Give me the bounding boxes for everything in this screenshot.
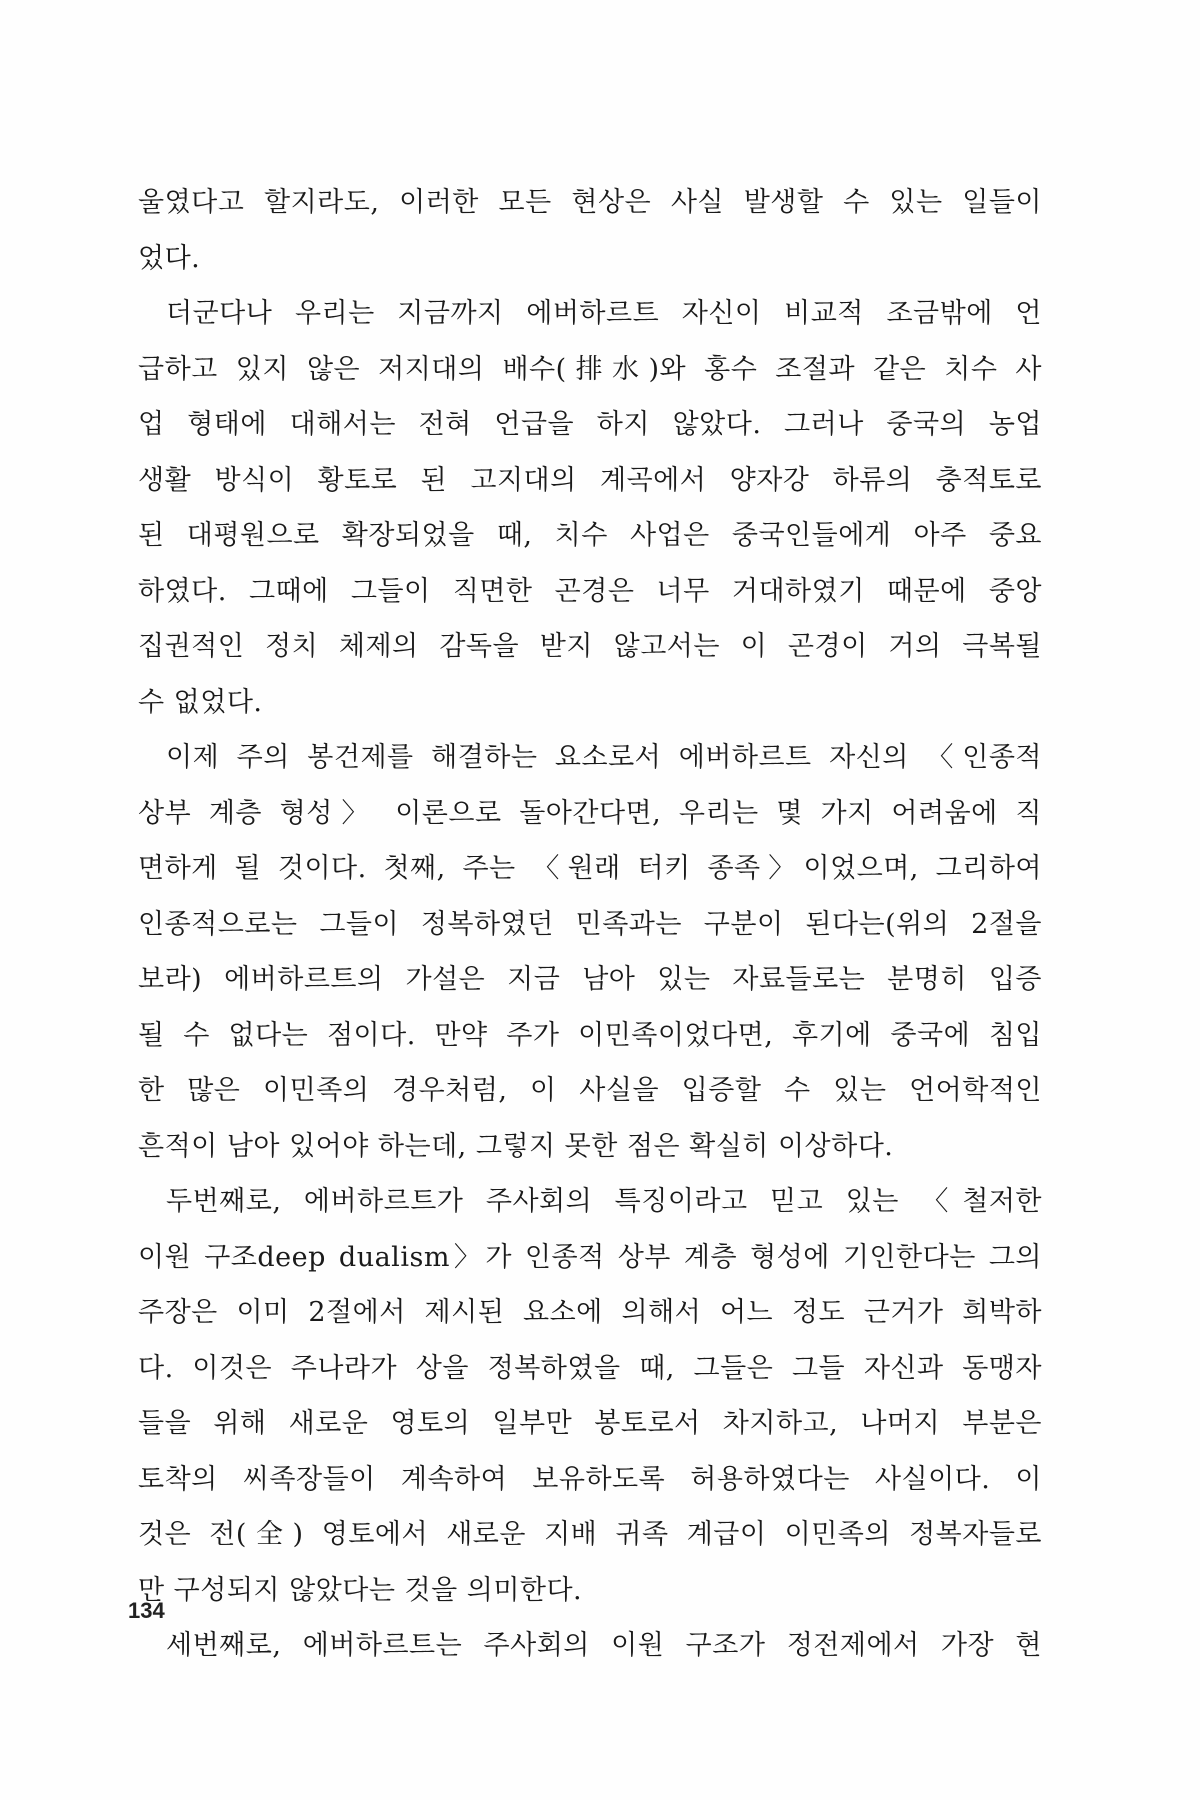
text-line: 것은 전(全) 영토에서 새로운 지배 귀족 계급이 이민족의 정복자들로 [138, 1519, 1042, 1550]
text-line: 될 수 없다는 점이다. 만약 주가 이민족이었다면, 후기에 중국에 침입 [138, 1019, 1042, 1051]
text-line: 울였다고 할지라도, 이러한 모든 현상은 사실 발생할 수 있는 일들이 [138, 187, 1042, 218]
text-line: 한 많은 이민족의 경우처럼, 이 사실을 입증할 수 있는 언어학적인 [138, 1075, 1042, 1106]
text-line: 면하게 될 것이다. 첫째, 주는 〈원래 터키 종족〉이었으며, 그리하여 [138, 853, 1042, 884]
text-line: 두번째로, 에버하르트가 주사회의 특징이라고 믿고 있는 〈철저한 [166, 1186, 1042, 1217]
text-line: 급하고 있지 않은 저지대의 배수(排水)와 홍수 조절과 같은 치수 사 [138, 353, 1042, 385]
text-line: 하였다. 그때에 그들이 직면한 곤경은 너무 거대하였기 때문에 중앙 [138, 575, 1042, 607]
text-line: 이제 주의 봉건제를 해결하는 요소로서 에버하르트 자신의 〈인종적 [166, 742, 1042, 773]
text-line: 주장은 이미 2절에서 제시된 요소에 의해서 어느 정도 근거가 희박하 [138, 1297, 1042, 1328]
text-line: 인종적으로는 그들이 정복하였던 민족과는 구분이 된다는(위의 2절을 [138, 908, 1042, 940]
text-line: 생활 방식이 황토로 된 고지대의 계곡에서 양자강 하류의 충적토로 [138, 464, 1042, 496]
text-line: 다. 이것은 주나라가 상을 정복하였을 때, 그들은 그들 자신과 동맹자 [138, 1352, 1042, 1384]
text-line: 토착의 씨족장들이 계속하여 보유하도록 허용하였다는 사실이다. 이 [138, 1463, 1042, 1495]
text-line: 었다. [138, 242, 201, 274]
text-line: 이원 구조deep dualism〉가 인종적 상부 계층 형성에 기인한다는 그의 [138, 1241, 1042, 1273]
text-line: 들을 위해 새로운 영토의 일부만 봉토로서 차지하고, 나머지 부분은 [138, 1408, 1042, 1439]
text-line: 상부 계층 형성〉 이론으로 돌아간다면, 우리는 몇 가지 어려움에 직 [138, 797, 1042, 829]
text-line: 업 형태에 대해서는 전혀 언급을 하지 않았다. 그러나 중국의 농업 [138, 409, 1042, 440]
text-line: 수 없었다. [138, 686, 263, 718]
text-line: 집권적인 정치 체제의 감독을 받지 않고서는 이 곤경이 거의 극복될 [138, 631, 1042, 662]
page-number: 134 [128, 1598, 165, 1623]
text-line: 보라) 에버하르트의 가설은 지금 남아 있는 자료들로는 분명히 입증 [138, 964, 1042, 995]
text-line: 만 구성되지 않았다는 것을 의미한다. [138, 1574, 583, 1606]
text-line: 세번째로, 에버하르트는 주사회의 이원 구조가 정전제에서 가장 현 [166, 1630, 1042, 1661]
text-line: 더군다나 우리는 지금까지 에버하르트 자신이 비교적 조금밖에 언 [166, 298, 1042, 329]
text-line: 흔적이 남아 있어야 하는데, 그렇지 못한 점은 확실히 이상하다. [138, 1130, 894, 1162]
body-text [138, 175, 1042, 1674]
text-line: 된 대평원으로 확장되었을 때, 치수 사업은 중국인들에게 아주 중요 [138, 520, 1042, 551]
